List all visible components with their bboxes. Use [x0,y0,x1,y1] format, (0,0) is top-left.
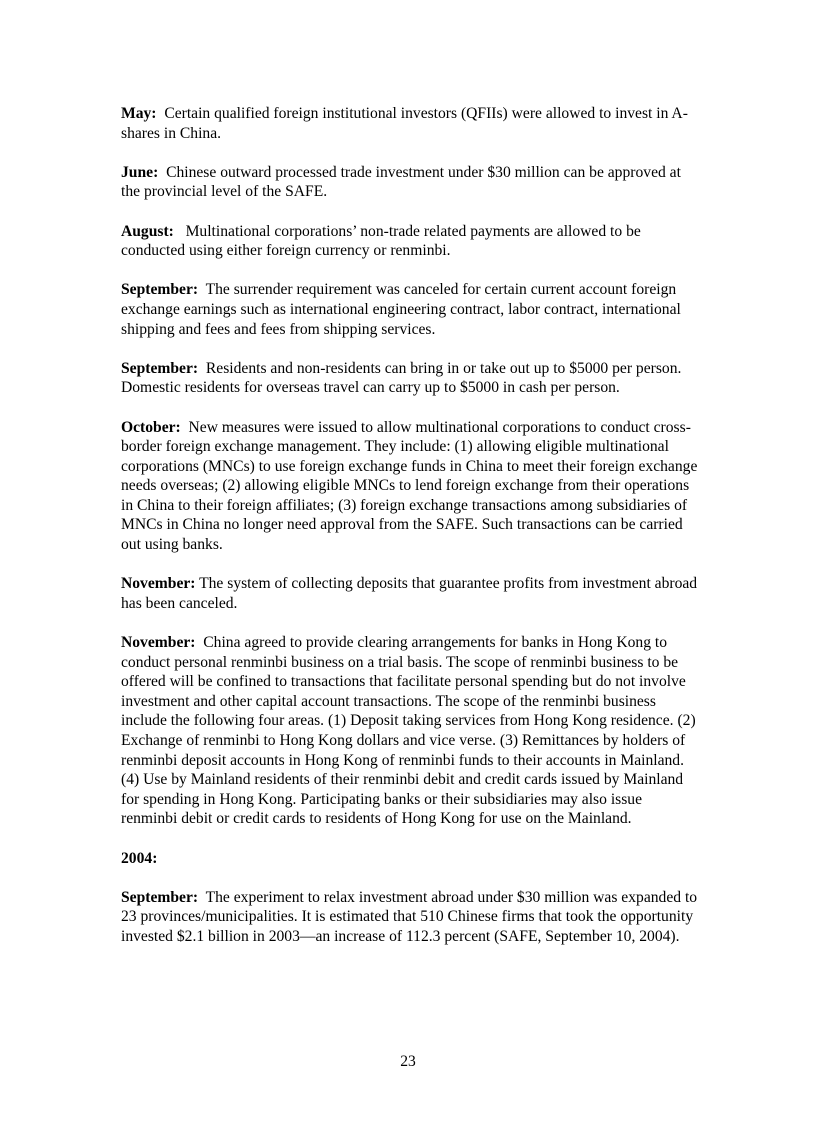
entry-november-hong-kong [121,633,701,829]
entry-label: May: [121,105,157,122]
entry-label: September: [121,359,199,377]
entry-august [121,222,701,261]
entry-label: September: [121,888,199,906]
entry-october [121,418,701,555]
entry-september-surrender [121,280,701,339]
entry-text: Residents and non-residents can bring in or take out up to $5000 per person. Domestic residents for overseas travel can carry up to $5000 in cash per person. [121,359,682,397]
entry-label: September: [121,281,199,299]
entry-may [121,104,701,143]
entry-text: Chinese outward processed trade investment under $30 million can be approved at the provincial level of the SAFE. [121,163,681,201]
entry-text: The surrender requirement was canceled for certain current account foreign exchange earnings such as international engineering contract, labor contract, international shipping and fees and fees from shipping services. [121,281,681,338]
year-heading: 2004: [121,849,158,867]
entry-label: August: [121,222,174,240]
entry-text: Multinational corporations’ non-trade related payments are allowed to be conducted using either foreign currency or renminbi. [121,222,641,260]
page-number: 23 [400,1053,416,1070]
entry-november-deposits [121,574,701,613]
entry-label: June: [121,163,159,181]
entry-text: Certain qualified foreign institutional investors (QFIIs) were allowed to invest in A-shares in China. [121,105,688,142]
document-body [121,104,701,966]
entry-label: November: [121,634,196,652]
entry-september-2004 [121,888,701,947]
entry-text: The system of collecting deposits that guarantee profits from investment abroad has been canceled. [121,575,698,612]
entry-text: The experiment to relax investment abroad under $30 million was expanded to 23 provinces/municipalities. It is estimated that 510 Chinese firms that took the opportunity invested $2.1 billion in 2003—an increase of 112.3 percent (SAFE, September 10, 2004). [121,888,698,945]
entry-text: New measures were issued to allow multinational corporations to conduct cross-border foreign exchange management. They include: (1) allowing eligible multinational corporations (MNCs) to use foreign exchange funds in China to meet their foreign exchange needs overseas; (2) allowing eligible MNCs to lend foreign exchange from their operations in China to their foreign affiliates; (3) foreign exchange transactions among subsidiaries of MNCs in China no longer need approval from the SAFE. Such transactions can be carried out using banks. [121,418,698,554]
entry-label: October: [121,418,181,436]
entry-june [121,163,701,202]
entry-text: China agreed to provide clearing arrangements for banks in Hong Kong to conduct personal renminbi business on a trial basis. The scope of renminbi business to be offered will be confined to transactions that facilitate personal spending but do not involve investment and other capital account transactions. The scope of the renminbi business include the following four areas. (1) Deposit taking services from Hong Kong residence. (2) Exchange of renminbi to Hong Kong dollars and vice verse. (3) Remittances by holders of renminbi deposit accounts in Hong Kong of renminbi funds to their accounts in Mainland. (4) Use by Mainland residents of their renminbi debit and credit cards issued by Mainland for spending in Hong Kong. Participating banks or their subsidiaries may also issue renminbi debit or credit cards to residents of Hong Kong for use on the Mainland. [121,634,696,828]
entry-label: November: [121,575,196,593]
entry-september-cash [121,359,701,398]
